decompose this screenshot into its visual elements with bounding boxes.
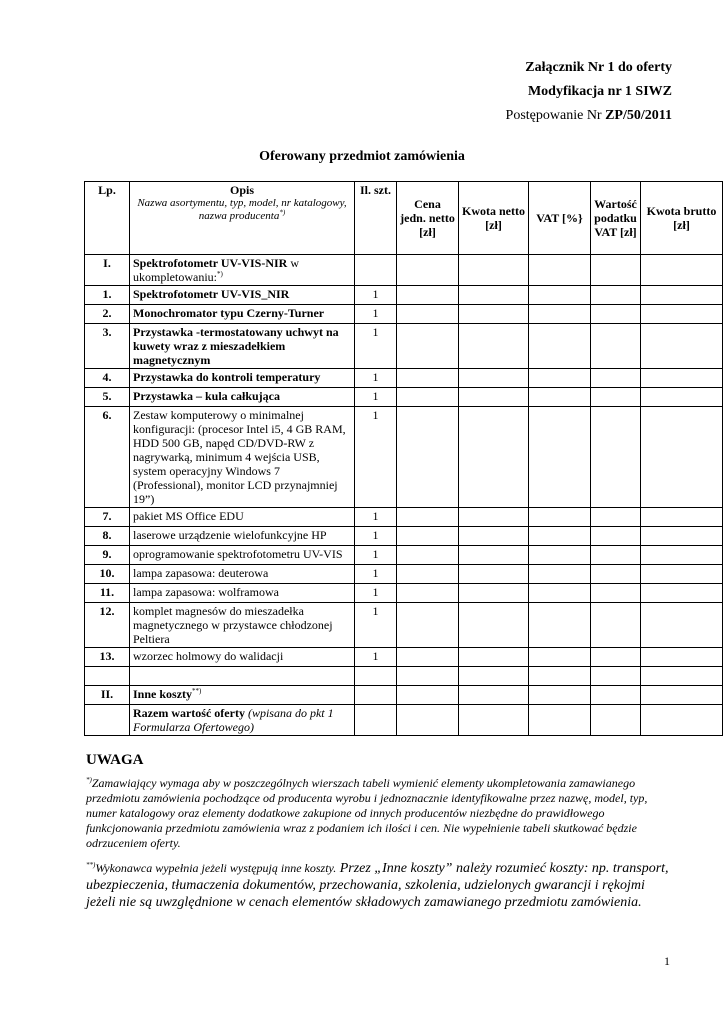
row-vat-value	[591, 527, 641, 546]
table-row	[85, 508, 723, 527]
row-lp: 8.	[85, 527, 130, 546]
row-lp: 5.	[85, 388, 130, 407]
col-gross-amount: Kwota brutto [zł]	[641, 182, 723, 255]
row-quantity: 1	[355, 508, 397, 527]
row-lp: 13.	[85, 648, 130, 667]
row-gross-amount	[641, 527, 723, 546]
row-name: Monochromator typu Czerny-Turner	[130, 305, 355, 324]
row-vat-value	[591, 565, 641, 584]
row-gross-amount	[641, 407, 723, 508]
row-vat	[529, 565, 591, 584]
row-lp: 10.	[85, 565, 130, 584]
col-vat-value: Wartość podatku VAT [zł]	[591, 182, 641, 255]
row-net-amount	[459, 546, 529, 565]
table-row	[85, 286, 723, 305]
row-vat	[529, 546, 591, 565]
row-vat	[529, 584, 591, 603]
note-2: **)Wykonawca wypełnia jeżeli występują inne koszty. Przez „Inne koszty” należy rozumieć koszty: np. transport, ubezpieczenia, tłumaczenia dokumentów, przechowania, szkolenia, udzielonych gwarancji i rękojmi jeżeli nie są uwzględnione w cenach elementów składowych zamawianego przedmiotu zamówienia.	[86, 861, 669, 910]
row-quantity: 1	[355, 407, 397, 508]
row-unit-price	[397, 324, 459, 369]
row-gross-amount	[641, 565, 723, 584]
row-net-amount	[459, 324, 529, 369]
table-row	[85, 305, 723, 324]
row-gross-amount	[641, 324, 723, 369]
row-unit-price	[397, 565, 459, 584]
row-name: oprogramowanie spektrofotometru UV-VIS	[130, 546, 355, 565]
row-vat-value	[591, 324, 641, 369]
col-net-amount: Kwota netto [zł]	[459, 182, 529, 255]
row-quantity: 1	[355, 603, 397, 648]
table-header-row	[85, 182, 723, 255]
row-quantity: 1	[355, 527, 397, 546]
row-gross-amount	[641, 584, 723, 603]
total-label: Razem wartość oferty (wpisana do pkt 1 Formularza Ofertowego)	[130, 705, 355, 736]
row-vat	[529, 388, 591, 407]
row-lp: 11.	[85, 584, 130, 603]
row-lp: 4.	[85, 369, 130, 388]
row-net-amount	[459, 603, 529, 648]
col-quantity: Il. szt.	[355, 182, 397, 255]
row-name: komplet magnesów do mieszadełka magnetycznego w przystawce chłodzonej Peltiera	[130, 603, 355, 648]
table-row	[85, 527, 723, 546]
row-net-amount	[459, 584, 529, 603]
procedure-code: ZP/50/2011	[605, 108, 672, 123]
row-quantity: 1	[355, 546, 397, 565]
row-vat-value	[591, 305, 641, 324]
col-opis	[130, 182, 355, 255]
row-vat	[529, 527, 591, 546]
procedure-number	[506, 108, 672, 124]
row-vat	[529, 286, 591, 305]
col-opis-subtitle: Nazwa asortymentu, typ, model, nr katalogowy, nazwa producenta*)	[137, 197, 347, 222]
row-vat	[529, 648, 591, 667]
row-unit-price	[397, 286, 459, 305]
other-costs-name: Inne koszty**)	[130, 686, 355, 705]
row-unit-price	[397, 369, 459, 388]
row-unit-price	[397, 388, 459, 407]
table-row	[85, 407, 723, 508]
row-unit-price	[397, 508, 459, 527]
row-net-amount	[459, 286, 529, 305]
table-row	[85, 603, 723, 648]
row-vat-value	[591, 286, 641, 305]
row-name: Przystawka – kula całkująca	[130, 388, 355, 407]
row-quantity: 1	[355, 369, 397, 388]
row-vat-value	[591, 407, 641, 508]
row-vat	[529, 324, 591, 369]
row-vat-value	[591, 584, 641, 603]
row-lp: 3.	[85, 324, 130, 369]
row-vat-value	[591, 388, 641, 407]
row-vat-value	[591, 603, 641, 648]
attachment-label: Załącznik Nr 1 do oferty	[525, 60, 672, 75]
other-costs-lp: II.	[85, 686, 130, 705]
row-name: laserowe urządzenie wielofunkcyjne HP	[130, 527, 355, 546]
blank-row	[85, 667, 723, 686]
row-lp: 7.	[85, 508, 130, 527]
row-quantity: 1	[355, 648, 397, 667]
row-lp: 12.	[85, 603, 130, 648]
document-title: Oferowany przedmiot zamówienia	[259, 149, 465, 164]
row-gross-amount	[641, 546, 723, 565]
row-lp: 6.	[85, 407, 130, 508]
row-gross-amount	[641, 508, 723, 527]
table-row	[85, 324, 723, 369]
row-gross-amount	[641, 648, 723, 667]
row-quantity: 1	[355, 286, 397, 305]
col-vat: VAT [%}	[529, 182, 591, 255]
section-lp: I.	[85, 255, 130, 286]
row-gross-amount	[641, 388, 723, 407]
table-row	[85, 369, 723, 388]
row-net-amount	[459, 388, 529, 407]
row-vat	[529, 603, 591, 648]
row-unit-price	[397, 584, 459, 603]
row-name: lampa zapasowa: wolframowa	[130, 584, 355, 603]
row-net-amount	[459, 648, 529, 667]
row-unit-price	[397, 648, 459, 667]
row-lp: 2.	[85, 305, 130, 324]
row-quantity: 1	[355, 584, 397, 603]
table-row	[85, 584, 723, 603]
row-quantity: 1	[355, 388, 397, 407]
row-gross-amount	[641, 305, 723, 324]
row-name: Przystawka -termostatowany uchwyt na kuwety wraz z mieszadełkiem magnetycznym	[130, 324, 355, 369]
row-name: Zestaw komputerowy o minimalnej konfiguracji: (procesor Intel i5, 4 GB RAM, HDD 500 GB, napęd CD/DVD-RW z nagrywarką, minimum 4 wejścia USB, system operacyjny Windows 7 (Professional), monitor LCD przynajmniej 19”)	[130, 407, 355, 508]
row-name: Spektrofotometr UV-VIS_NIR	[130, 286, 355, 305]
row-net-amount	[459, 527, 529, 546]
row-vat	[529, 369, 591, 388]
row-unit-price	[397, 546, 459, 565]
other-costs-row	[85, 686, 723, 705]
row-quantity: 1	[355, 305, 397, 324]
row-vat	[529, 407, 591, 508]
row-vat-value	[591, 546, 641, 565]
row-quantity: 1	[355, 324, 397, 369]
row-vat-value	[591, 369, 641, 388]
row-net-amount	[459, 407, 529, 508]
total-row	[85, 705, 723, 736]
notes-heading: UWAGA	[86, 752, 144, 768]
note-1: *)Zamawiający wymaga aby w poszczególnych wierszach tabeli wymienić elementy ukompletowania zamawianego przedmiotu zamówienia pochodzące od producenta wyrobu i jednoznacznie identyfikowalne przez nazwę, model, typ, numer katalogowy oraz elementy dodatkowe zakupione od innych producentów niezbędne do prawidłowego funkcjonowania przedmiotu zamówienia wraz z podaniem ich ilości i cen. Nie wypełnienie tabeli skutkować będzie odrzuceniem oferty.	[86, 776, 648, 850]
page-number: 1	[664, 954, 670, 968]
row-name: pakiet MS Office EDU	[130, 508, 355, 527]
col-opis-title: Opis	[229, 183, 254, 197]
row-name: lampa zapasowa: deuterowa	[130, 565, 355, 584]
row-vat-value	[591, 508, 641, 527]
row-quantity: 1	[355, 565, 397, 584]
table-row	[85, 648, 723, 667]
row-unit-price	[397, 603, 459, 648]
row-net-amount	[459, 508, 529, 527]
row-gross-amount	[641, 286, 723, 305]
table-row	[85, 565, 723, 584]
row-net-amount	[459, 565, 529, 584]
row-unit-price	[397, 305, 459, 324]
row-gross-amount	[641, 369, 723, 388]
table-row	[85, 388, 723, 407]
procedure-prefix: Postępowanie Nr	[505, 108, 606, 123]
row-vat	[529, 508, 591, 527]
col-lp: Lp.	[85, 182, 130, 255]
row-unit-price	[397, 527, 459, 546]
row-vat-value	[591, 648, 641, 667]
offer-table	[84, 181, 723, 736]
col-unit-price: Cena jedn. netto [zł]	[397, 182, 459, 255]
row-vat	[529, 305, 591, 324]
row-lp: 1.	[85, 286, 130, 305]
row-net-amount	[459, 369, 529, 388]
row-name: Przystawka do kontroli temperatury	[130, 369, 355, 388]
section-name: Spektrofotometr UV-VIS-NIR w ukompletowaniu:*)	[130, 255, 355, 286]
row-gross-amount	[641, 603, 723, 648]
row-lp: 9.	[85, 546, 130, 565]
modification-label: Modyfikacja nr 1 SIWZ	[527, 84, 672, 99]
row-unit-price	[397, 407, 459, 508]
row-name: wzorzec holmowy do walidacji	[130, 648, 355, 667]
row-net-amount	[459, 305, 529, 324]
table-row	[85, 546, 723, 565]
section-row	[85, 255, 723, 286]
